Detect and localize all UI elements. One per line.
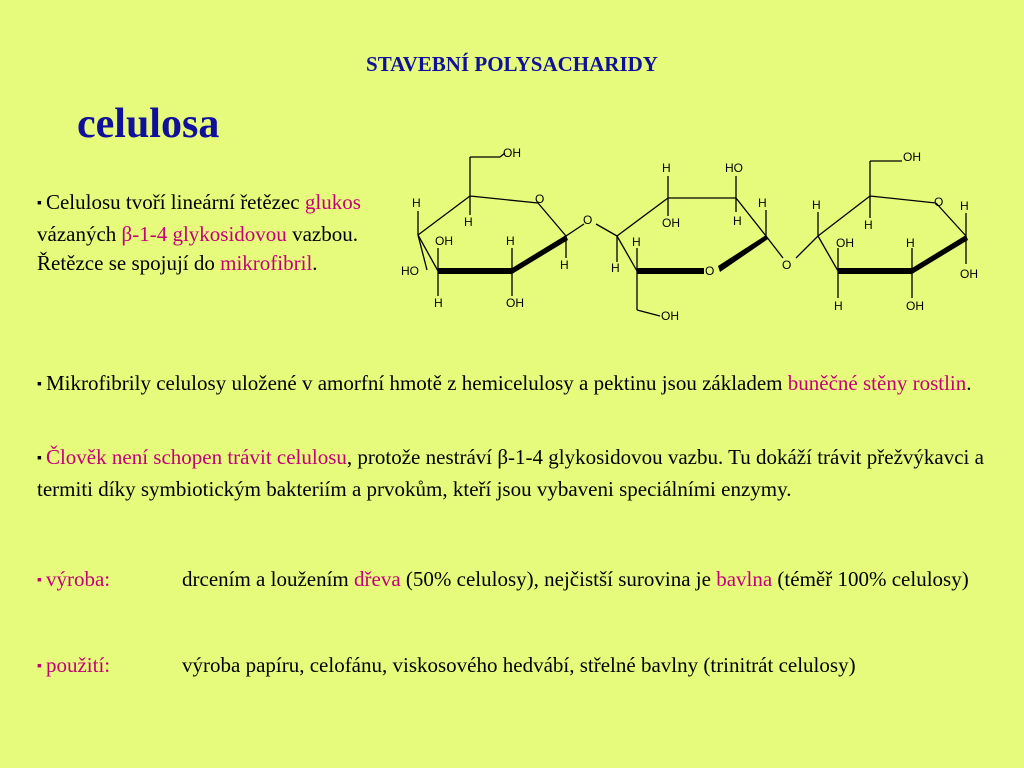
atom-label: H	[560, 258, 569, 272]
row-text	[182, 565, 1002, 594]
highlight-glukos: glukos	[304, 190, 361, 214]
atom-label: O	[705, 264, 715, 278]
atom-label: OH	[435, 234, 453, 248]
atom-label: H	[758, 196, 767, 210]
highlight-dreva: dřeva	[354, 567, 401, 591]
text: .	[312, 251, 318, 275]
atom-label: H	[412, 196, 421, 210]
atom-label: H	[864, 218, 873, 232]
atom-labels	[401, 146, 978, 323]
paragraph-mikrofibrily	[37, 369, 997, 401]
text: výroba papíru, celofánu, viskosového hedvábí, střelné bavlny (trinitrát celulosy)	[182, 653, 856, 677]
atom-label: H	[960, 199, 969, 213]
atom-label: OH	[503, 146, 521, 160]
text: vázaných	[37, 222, 122, 246]
slide-title: STAVEBNÍ POLYSACHARIDY	[366, 52, 658, 76]
atom-label: OH	[906, 299, 924, 313]
bonds	[418, 153, 966, 316]
atom-label: O	[934, 195, 944, 209]
row-label	[37, 651, 110, 683]
label-pouziti: použití:	[45, 653, 111, 677]
bullet-icon: ▪	[37, 377, 42, 392]
atom-label: H	[464, 215, 473, 229]
atom-label: OH	[506, 296, 524, 310]
atom-label: OH	[960, 267, 978, 281]
highlight-mikrofibril: mikrofibril	[220, 251, 313, 275]
text: , protože nestráví β-1-4 glykosidovou vazbu. Tu dokáží trávit přežvýkavci a termiti díky symbiotickým bakteriím a prvokům, kteří jsou vybaveni speciálními enzymy.	[37, 445, 984, 501]
text: drcením a loužením	[182, 567, 355, 591]
text: Celulosu tvoří lineární řetězec	[45, 190, 305, 214]
atom-label: H	[733, 214, 742, 228]
atom-label: H	[834, 299, 843, 313]
atom-label: H	[434, 296, 443, 310]
atom-label: OH	[836, 236, 854, 250]
highlight-beta-bond: β-1-4 glykosidovou	[121, 222, 287, 246]
atom-label: O	[583, 213, 593, 227]
bullet-icon: ▪	[37, 451, 42, 466]
atom-label: OH	[661, 309, 679, 323]
atom-label: H	[611, 261, 620, 275]
atom-label: OH	[903, 150, 921, 164]
paragraph-traveni	[37, 443, 997, 504]
bullet-icon: ▪	[37, 659, 42, 674]
atom-label: HO	[725, 161, 743, 175]
text: .	[966, 371, 972, 395]
text: (téměř 100% celulosy)	[772, 567, 969, 591]
highlight-bavlna: bavlna	[716, 567, 773, 591]
row-text	[182, 651, 1002, 680]
atom-label: H	[906, 236, 915, 250]
highlight-bunecne-steny: buněčné stěny rostlin	[787, 371, 967, 395]
atom-label: H	[662, 161, 671, 175]
text: Mikrofibrily celulosy uložené v amorfní hmotě z hemicelulosy a pektinu jsou základem	[45, 371, 788, 395]
atom-label: HO	[401, 264, 419, 278]
atom-label: OH	[662, 216, 680, 230]
text: (50% celulosy), nejčistší surovina je	[400, 567, 717, 591]
bullet-icon: ▪	[37, 196, 42, 211]
row-label	[37, 565, 110, 597]
label-vyroba: výroba:	[45, 567, 111, 591]
atom-label: O	[782, 258, 792, 272]
wedge-bonds	[438, 235, 968, 274]
atom-label: O	[535, 192, 545, 206]
paragraph-structure	[37, 188, 377, 278]
atom-label: H	[812, 198, 821, 212]
atom-label: H	[632, 235, 641, 249]
bullet-icon: ▪	[37, 573, 42, 588]
atom-label: H	[506, 234, 515, 248]
cellulose-structure-diagram	[395, 140, 995, 330]
highlight-clovek: Člověk není schopen trávit celulosu	[45, 445, 347, 469]
slide-subtitle: celulosa	[77, 101, 220, 147]
text: vazbou. Řetězce se spojují do	[37, 222, 358, 275]
